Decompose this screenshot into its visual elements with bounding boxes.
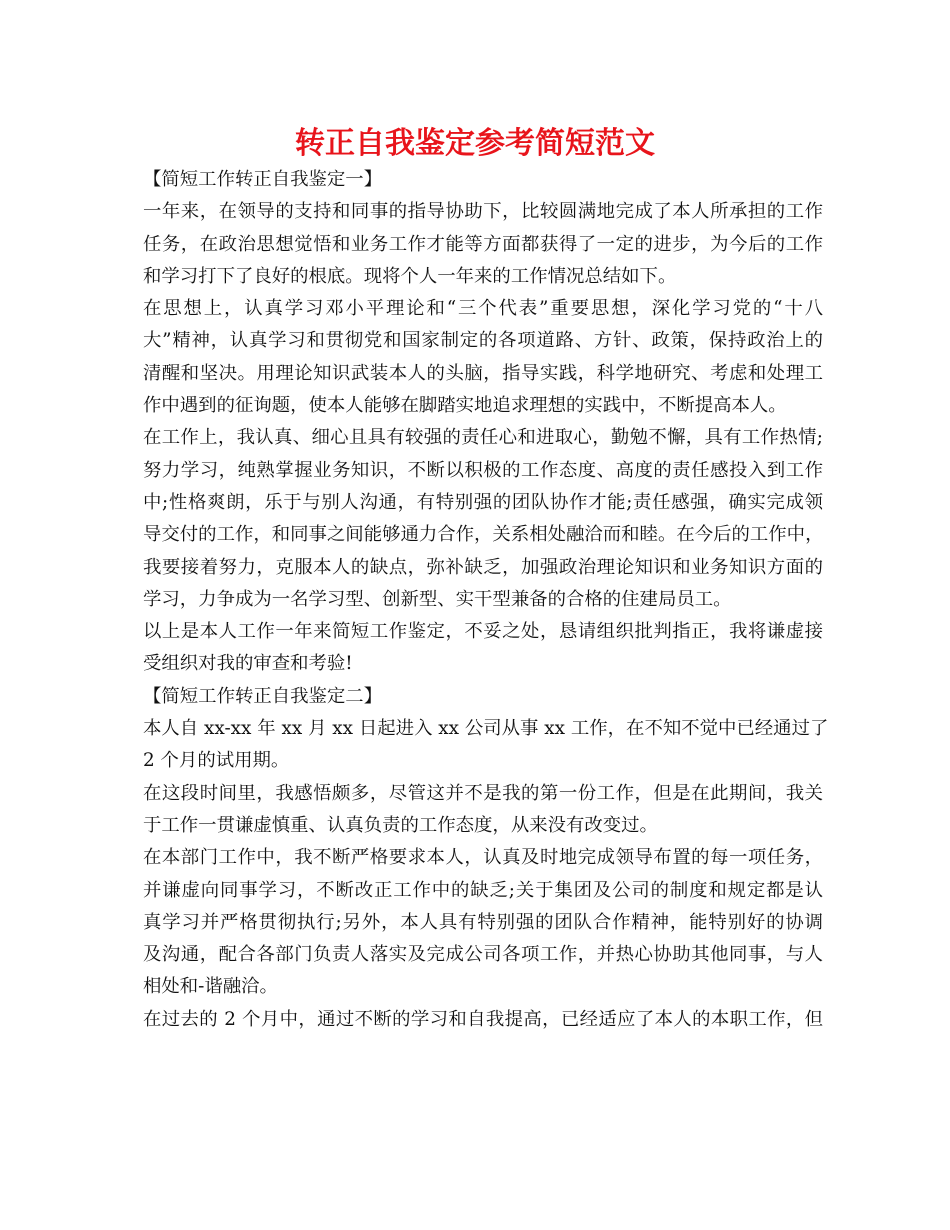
text-line: 本人自 xx-xx 年 xx 月 xx 日起进入 xx 公司从事 xx 工作，在不知不觉中已经通过了 <box>143 718 829 740</box>
text-line: 学习，力争成为一名学习型、创新型、实干型兼备的合格的住建局员工。 <box>143 588 732 610</box>
text-line: 导交付的工作，和同事之间能够通力合作，关系相处融洽而和睦。在今后的工作中， <box>143 524 824 546</box>
text-line: 受组织对我的审查和考验! <box>143 653 353 675</box>
text-line: 中;性格爽朗，乐于与别人沟通，有特别强的团队协作才能;责任感强，确实完成领 <box>143 491 823 513</box>
text-line: 2 个月的试用期。 <box>143 750 290 772</box>
text-line: 任务，在政治思想觉悟和业务工作才能等方面都获得了一定的进步，为今后的工作 <box>143 233 823 255</box>
text-line: 在本部门工作中，我不断严格要求本人，认真及时地完成领导布置的每一项任务， <box>143 847 823 869</box>
text-line: 在思想上，认真学习邓小平理论和“三个代表”重要思想，深化学习党的“十八 <box>143 298 823 320</box>
text-line: 清醒和坚决。用理论知识武装本人的头脑，指导实践，科学地研究、考虑和处理工 <box>143 362 823 384</box>
text-line: 在这段时间里，我感悟颇多，尽管这并不是我的第一份工作，但是在此期间，我关 <box>143 782 823 804</box>
text-line: 努力学习，纯熟掌握业务知识，不断以积极的工作态度、高度的责任感投入到工作 <box>143 459 823 481</box>
text-line: 我要接着努力，克服本人的缺点，弥补缺乏，加强政治理论知识和业务知识方面的 <box>143 556 823 578</box>
text-line: 于工作一贯谦虚慎重、认真负责的工作态度，从来没有改变过。 <box>143 814 658 836</box>
text-line: 在过去的 2 个月中，通过不断的学习和自我提高，已经适应了本人的本职工作，但 <box>143 1008 823 1030</box>
text-line: 相处和-谐融洽。 <box>143 976 278 998</box>
text-line: 作中遇到的征询题，使本人能够在脚踏实地追求理想的实践中，不断提高本人。 <box>143 395 787 417</box>
text-line: 并谦虚向同事学习，不断改正工作中的缺乏;关于集团及公司的制度和规定都是认 <box>143 879 823 901</box>
text-line: 【简短工作转正自我鉴定一】 <box>143 169 383 190</box>
text-line: 一年来，在领导的支持和同事的指导协助下，比较圆满地完成了本人所承担的工作 <box>143 201 823 223</box>
text-line: 以上是本人工作一年来简短工作鉴定，不妥之处，恳请组织批判指正，我将谦虚接 <box>143 621 823 643</box>
text-line: 和学习打下了良好的根底。现将个人一年来的工作情况总结如下。 <box>143 265 677 287</box>
text-line: 大”精神，认真学习和贯彻党和国家制定的各项道路、方针、政策，保持政治上的 <box>143 330 823 352</box>
text-line: 【简短工作转正自我鉴定二】 <box>143 685 383 707</box>
text-line: 及沟通，配合各部门负责人落实及完成公司各项工作，并热心协助其他同事，与人 <box>143 944 823 966</box>
text-line: 在工作上，我认真、细心且具有较强的责任心和进取心，勤勉不懈，具有工作热情; <box>143 427 823 449</box>
document-title: 转正自我鉴定参考简短范文 <box>295 126 655 161</box>
text-line: 真学习并严格贯彻执行;另外，本人具有特别强的团队合作精神，能特别好的协调 <box>143 911 823 933</box>
document-body <box>143 164 829 1036</box>
